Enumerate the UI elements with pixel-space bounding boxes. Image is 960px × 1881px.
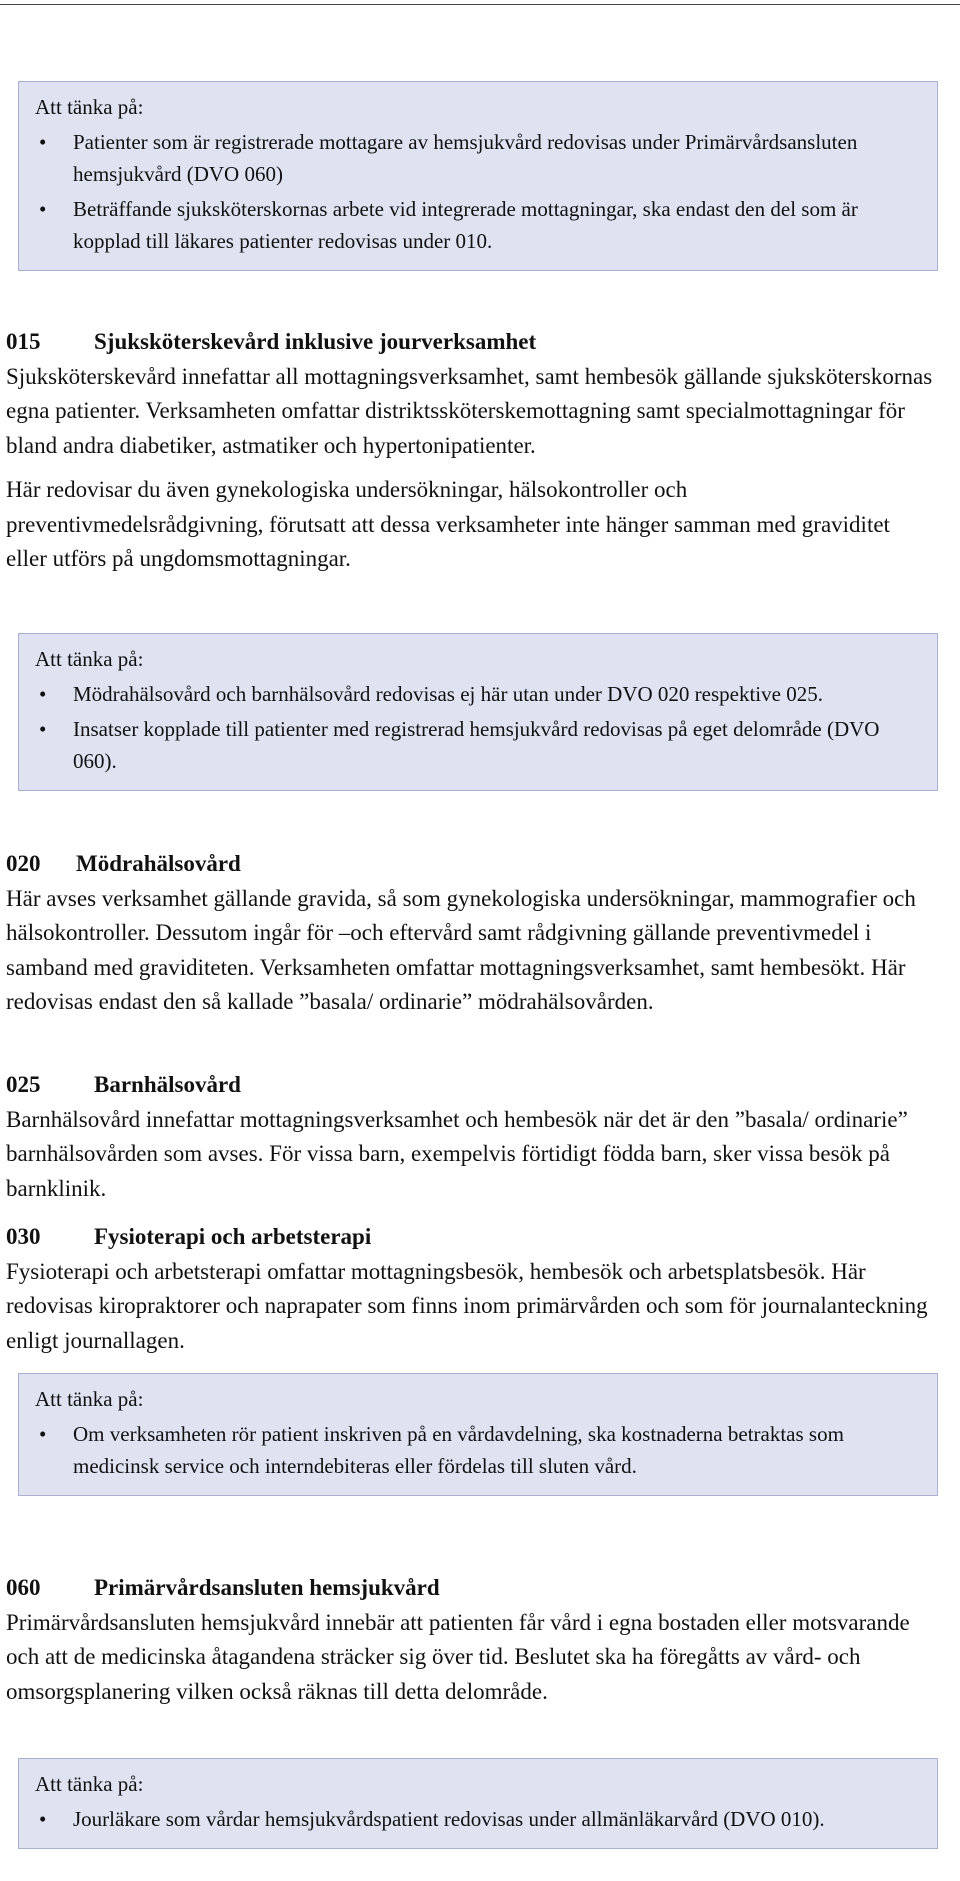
section-paragraph: Barnhälsovård innefattar mottagningsverksamhet och hembesök när det är den ”basala/ ordinarie” barnhälsovården som avses. För vissa barn, exempelvis förtidigt födda barn, sker vissa besök på barnklinik. [6,1106,908,1201]
list-item-text: Mödrahälsovård och barnhälsovård redovisas ej här utan under DVO 020 respektive 025. [73,682,823,706]
section-060 [6,1571,936,1719]
note-title: Att tänka på: [35,95,144,119]
section-title: Barnhälsovård [94,1072,241,1097]
section-paragraph: Sjuksköterskevård innefattar all mottagningsverksamhet, samt hembesök gällande sjuksköterskornas egna patienter. Verksamheten omfattar distriktssköterskemottagning samt specialmottagningar för bland andra diabetiker, astmatiker och hypertonipatienter. [6,363,933,458]
section-code: 030 [6,1224,41,1249]
note-title: Att tänka på: [35,1387,144,1411]
top-rule [0,4,960,5]
note-title: Att tänka på: [35,1772,144,1796]
list-item [35,1418,921,1482]
list-item [35,678,921,710]
list-item-text: Insatser kopplade till patienter med registrerad hemsjukvård redovisas på eget delområde (DVO 060). [73,717,880,773]
bullet-icon: • [39,717,47,741]
bullet-icon: • [39,1807,47,1831]
section-code: 015 [6,329,41,354]
section-020 [6,847,936,1030]
list-item-text: Patienter som är registrerade mottagare av hemsjukvård redovisas under Primärvårdsansluten hemsjukvård (DVO 060) [73,130,858,186]
section-paragraph: Här avses verksamhet gällande gravida, så som gynekologiska undersökningar, mammografier och hälsokontroller. Dessutom ingår för –och eftervård samt rådgivning gällande preventivmedel i samband med graviditeten. Verksamheten omfattar mottagningsverksamhet, samt hembesökt. Här redovisas endast den så kallade ”basala/ ordinarie” mödrahälsovården. [6,885,916,1014]
section-paragraph: Fysioterapi och arbetsterapi omfattar mottagningsbesök, hembesök och arbetsplatsbesök. Här redovisas kiropraktorer och naprapater som finns inom primärvården och som för journalanteckning enligt journallagen. [6,1258,928,1353]
section-heading [6,847,936,882]
note-list [35,1418,921,1482]
section-code: 025 [6,1072,41,1097]
list-item [35,1803,921,1835]
section-code: 060 [6,1575,41,1600]
bullet-icon: • [39,1422,47,1446]
list-item [35,126,921,190]
bullet-icon: • [39,130,47,154]
section-title: Mödrahälsovård [76,851,241,876]
bullet-icon: • [39,682,47,706]
note-list [35,126,921,257]
section-heading [6,1571,936,1606]
section-015 [6,325,936,587]
section-title: Sjuksköterskevård inklusive jourverksamhet [94,329,537,354]
section-heading [6,1068,936,1103]
section-025 [6,1068,936,1216]
section-paragraph: Primärvårdsansluten hemsjukvård innebär att patienten får vård i egna bostaden eller motsvarande och att de medicinska åtagandena sträcker sig över tid. Beslutet ska ha föregåtts av vård- och omsorgsplanering vilken också räknas till detta delområde. [6,1609,910,1704]
bullet-icon: • [39,197,47,221]
section-title: Fysioterapi och arbetsterapi [94,1224,372,1249]
section-030 [6,1220,936,1368]
section-title: Primärvårdsansluten hemsjukvård [94,1575,440,1600]
list-item [35,193,921,257]
note-list [35,1803,921,1835]
list-item [35,713,921,777]
note-list [35,678,921,777]
note-box-4 [18,1758,938,1849]
section-paragraph: Här redovisar du även gynekologiska undersökningar, hälsokontroller och preventivmedelsrådgivning, förutsatt att dessa verksamheter inte hänger samman med graviditet eller utförs på ungdomsmottagningar. [6,477,890,571]
note-box-3 [18,1373,938,1496]
section-heading [6,1220,936,1255]
section-heading [6,325,936,360]
list-item-text: Jourläkare som vårdar hemsjukvårdspatient redovisas under allmänläkarvård (DVO 010). [73,1807,825,1831]
list-item-text: Beträffande sjuksköterskornas arbete vid integrerade mottagningar, ska endast den del som är kopplad till läkares patienter redovisas under 010. [73,197,858,253]
note-title: Att tänka på: [35,647,144,671]
note-box-1 [18,81,938,271]
list-item-text: Om verksamheten rör patient inskriven på en vårdavdelning, ska kostnaderna betraktas som medicinsk service och interndebiteras eller fördelas till sluten vård. [73,1422,844,1478]
section-code: 020 [6,851,41,876]
note-box-2 [18,633,938,791]
